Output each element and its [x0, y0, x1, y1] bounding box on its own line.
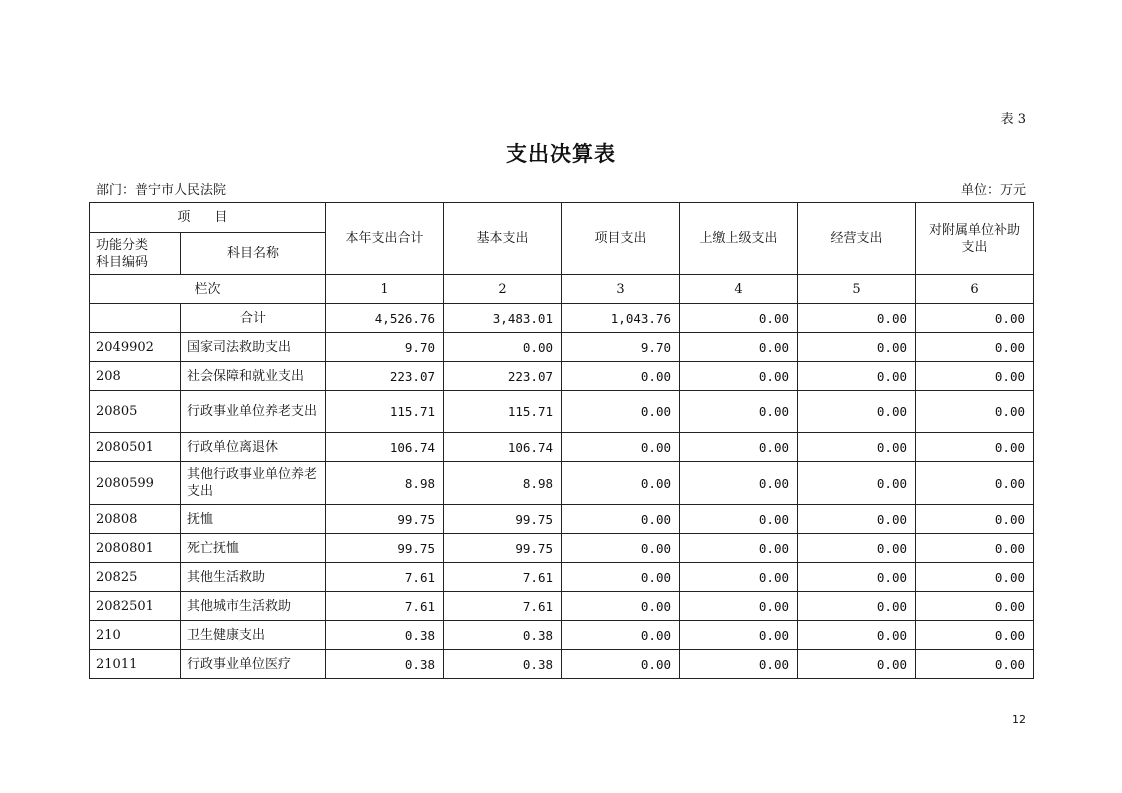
table-row: [90, 592, 1034, 621]
row-project: 0.00: [562, 433, 680, 462]
row-remit: 0.00: [680, 621, 798, 650]
row-total: 0.38: [326, 621, 444, 650]
row-project: 0.00: [562, 650, 680, 679]
row-subject-name: 其他行政事业单位养老支出: [181, 462, 326, 505]
row-subsidy: 0.00: [916, 650, 1034, 679]
index-col-5: 5: [798, 275, 916, 304]
row-remit: 0.00: [680, 304, 798, 333]
row-basic: 0.00: [444, 333, 562, 362]
row-business: 0.00: [798, 650, 916, 679]
row-remit: 0.00: [680, 534, 798, 563]
header-remit: 上缴上级支出: [680, 203, 798, 275]
row-project: 0.00: [562, 505, 680, 534]
page-number: 12: [1012, 713, 1026, 726]
row-subsidy: 0.00: [916, 362, 1034, 391]
row-business: 0.00: [798, 304, 916, 333]
row-business: 0.00: [798, 433, 916, 462]
row-business: 0.00: [798, 462, 916, 505]
table-row: [90, 333, 1034, 362]
index-row-label: 栏次: [90, 275, 326, 304]
row-project: 1,043.76: [562, 304, 680, 333]
row-subsidy: 0.00: [916, 563, 1034, 592]
index-col-6: 6: [916, 275, 1034, 304]
row-subject-name: 行政单位离退休: [181, 433, 326, 462]
row-remit: 0.00: [680, 391, 798, 433]
department-label: 部门：普宁市人民法院: [96, 183, 227, 198]
row-subject-name: 合计: [181, 304, 326, 333]
index-col-3: 3: [562, 275, 680, 304]
row-subject-name: 死亡抚恤: [181, 534, 326, 563]
row-basic: 115.71: [444, 391, 562, 433]
row-remit: 0.00: [680, 650, 798, 679]
index-col-4: 4: [680, 275, 798, 304]
header-business: 经营支出: [798, 203, 916, 275]
row-basic: 3,483.01: [444, 304, 562, 333]
row-total: 4,526.76: [326, 304, 444, 333]
table-row: [90, 650, 1034, 679]
row-subject-name: 卫生健康支出: [181, 621, 326, 650]
table-row: [90, 563, 1034, 592]
row-total: 7.61: [326, 592, 444, 621]
row-remit: 0.00: [680, 563, 798, 592]
row-business: 0.00: [798, 333, 916, 362]
expenditure-table: [89, 202, 1034, 679]
row-subsidy: 0.00: [916, 304, 1034, 333]
row-subsidy: 0.00: [916, 534, 1034, 563]
row-code: 21011: [90, 650, 181, 679]
row-subsidy: 0.00: [916, 505, 1034, 534]
row-code: 20808: [90, 505, 181, 534]
row-subject-name: 行政事业单位养老支出: [181, 391, 326, 433]
table-row: [90, 362, 1034, 391]
unit-label: 单位：万元: [960, 183, 1026, 198]
row-code: 2049902: [90, 333, 181, 362]
row-remit: 0.00: [680, 333, 798, 362]
table-row: [90, 433, 1034, 462]
row-total: 0.38: [326, 650, 444, 679]
row-total: 8.98: [326, 462, 444, 505]
row-basic: 106.74: [444, 433, 562, 462]
header-subject-name: 科目名称: [181, 233, 326, 275]
table-row: [90, 391, 1034, 433]
row-code: 20805: [90, 391, 181, 433]
row-total: 106.74: [326, 433, 444, 462]
row-code: 2080801: [90, 534, 181, 563]
header-project: 项目支出: [562, 203, 680, 275]
row-code: [90, 304, 181, 333]
row-remit: 0.00: [680, 592, 798, 621]
row-subsidy: 0.00: [916, 433, 1034, 462]
row-remit: 0.00: [680, 362, 798, 391]
row-subsidy: 0.00: [916, 592, 1034, 621]
row-code: 208: [90, 362, 181, 391]
row-total: 223.07: [326, 362, 444, 391]
table-number: 表 3: [1000, 112, 1026, 127]
row-basic: 223.07: [444, 362, 562, 391]
row-project: 0.00: [562, 362, 680, 391]
header-item: 项 目: [90, 203, 326, 233]
row-basic: 7.61: [444, 563, 562, 592]
row-code: 2082501: [90, 592, 181, 621]
table-row: [90, 462, 1034, 505]
row-project: 9.70: [562, 333, 680, 362]
header-subsidy: 对附属单位补助 支出: [916, 203, 1034, 275]
row-business: 0.00: [798, 592, 916, 621]
row-basic: 99.75: [444, 534, 562, 563]
header-basic: 基本支出: [444, 203, 562, 275]
header-func-code: 功能分类 科目编码: [90, 233, 181, 275]
row-project: 0.00: [562, 621, 680, 650]
row-subsidy: 0.00: [916, 462, 1034, 505]
row-project: 0.00: [562, 563, 680, 592]
row-remit: 0.00: [680, 505, 798, 534]
row-subject-name: 社会保障和就业支出: [181, 362, 326, 391]
row-project: 0.00: [562, 391, 680, 433]
row-code: 2080501: [90, 433, 181, 462]
row-business: 0.00: [798, 534, 916, 563]
table-row: [90, 534, 1034, 563]
table-row: [90, 304, 1034, 333]
row-business: 0.00: [798, 505, 916, 534]
row-total: 99.75: [326, 534, 444, 563]
row-subsidy: 0.00: [916, 621, 1034, 650]
row-project: 0.00: [562, 462, 680, 505]
row-subject-name: 抚恤: [181, 505, 326, 534]
row-subject-name: 其他城市生活救助: [181, 592, 326, 621]
row-basic: 0.38: [444, 650, 562, 679]
row-total: 9.70: [326, 333, 444, 362]
row-business: 0.00: [798, 391, 916, 433]
table-row: [90, 505, 1034, 534]
table-row: [90, 621, 1034, 650]
row-subject-name: 其他生活救助: [181, 563, 326, 592]
row-business: 0.00: [798, 563, 916, 592]
table-body: [90, 304, 1034, 679]
row-business: 0.00: [798, 362, 916, 391]
header-total: 本年支出合计: [326, 203, 444, 275]
row-subsidy: 0.00: [916, 333, 1034, 362]
row-code: 20825: [90, 563, 181, 592]
row-basic: 7.61: [444, 592, 562, 621]
row-basic: 0.38: [444, 621, 562, 650]
page-title: 支出决算表: [506, 141, 616, 166]
row-subject-name: 行政事业单位医疗: [181, 650, 326, 679]
row-total: 115.71: [326, 391, 444, 433]
index-col-2: 2: [444, 275, 562, 304]
row-project: 0.00: [562, 592, 680, 621]
row-code: 2080599: [90, 462, 181, 505]
row-business: 0.00: [798, 621, 916, 650]
row-subject-name: 国家司法救助支出: [181, 333, 326, 362]
row-remit: 0.00: [680, 433, 798, 462]
index-col-1: 1: [326, 275, 444, 304]
row-remit: 0.00: [680, 462, 798, 505]
row-code: 210: [90, 621, 181, 650]
row-total: 99.75: [326, 505, 444, 534]
row-project: 0.00: [562, 534, 680, 563]
row-total: 7.61: [326, 563, 444, 592]
row-basic: 8.98: [444, 462, 562, 505]
row-basic: 99.75: [444, 505, 562, 534]
row-subsidy: 0.00: [916, 391, 1034, 433]
